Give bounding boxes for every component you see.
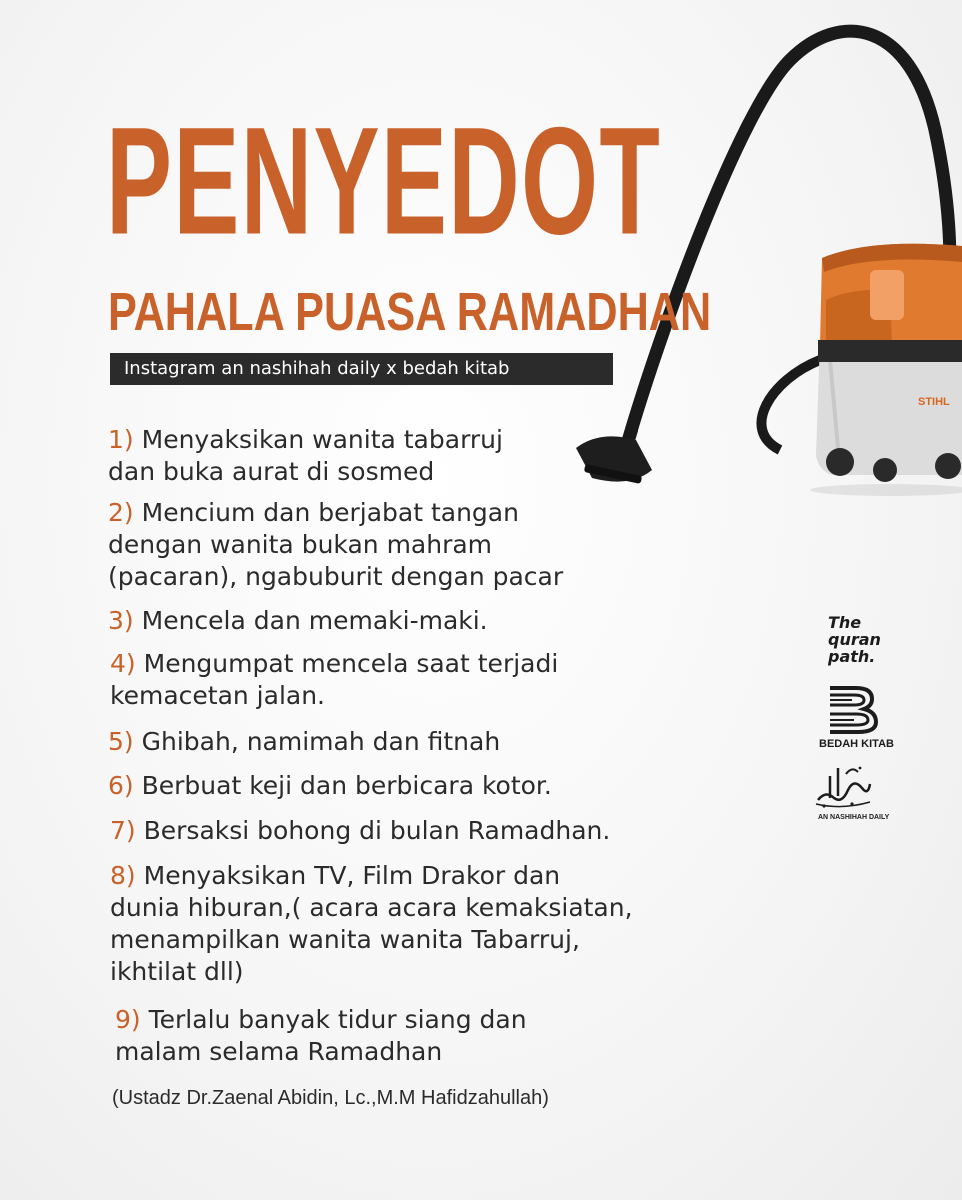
list-text: dengan wanita bukan mahram [108,530,493,559]
list-number: 8) [110,861,136,890]
list-number: 3) [108,606,134,635]
list-number: 5) [108,727,134,756]
list-number: 1) [108,425,134,454]
list-text: Berbuat keji dan berbicara kotor. [141,771,552,800]
list-number: 7) [110,816,136,845]
an-nashihah-calligraphy-icon [812,760,874,812]
page-subtitle: PAHALA PUASA RAMADHAN [108,282,712,342]
list-text: ikhtilat dll) [110,957,244,986]
source-citation: (Ustadz Dr.Zaenal Abidin, Lc.,M.M Hafidzahullah) [112,1087,549,1109]
list-item [108,605,488,637]
list-item [108,424,503,488]
bedah-kitab-label: BEDAH KITAB [819,738,894,750]
list-number: 9) [115,1005,141,1034]
list-number: 6) [108,771,134,800]
page-title: PENYEDOT [106,94,662,267]
list-text: (pacaran), ngabuburit dengan pacar [108,562,564,591]
list-item [108,770,552,802]
list-number: 2) [108,498,134,527]
list-text: Menyaksikan wanita tabarruj [141,425,503,454]
vacuum-brand-label: STIHL [918,396,950,408]
list-item [110,648,558,712]
list-item [110,815,610,847]
list-text: malam selama Ramadhan [115,1037,443,1066]
list-text: kemacetan jalan. [110,681,326,710]
list-text: Ghibah, namimah dan fitnah [141,727,501,756]
tagline-banner: Instagram an nashihah daily x bedah kitab [110,353,613,385]
bedah-kitab-logo-icon [826,684,884,736]
list-item [115,1004,527,1068]
list-item [108,497,563,593]
list-text: menampilkan wanita wanita Tabarruj, [110,925,580,954]
list-text: Mencela dan memaki-maki. [141,606,488,635]
list-item [108,726,500,758]
quran-path-logo-line: The [828,613,862,632]
quran-path-logo-line: quran [828,630,881,649]
quran-path-logo-line: path. [828,647,876,666]
list-text: Bersaksi bohong di bulan Ramadhan. [143,816,611,845]
list-number: 4) [110,649,136,678]
list-text: Menyaksikan TV, Film Drakor dan [143,861,561,890]
list-item [110,860,633,988]
an-nashihah-label: AN NASHIHAH DAILY [818,814,890,821]
list-text: Mencium dan berjabat tangan [141,498,519,527]
list-text: Terlalu banyak tidur siang dan [148,1005,527,1034]
list-text: dunia hiburan,( acara acara kemaksiatan, [110,893,633,922]
list-text: dan buka aurat di sosmed [108,457,435,486]
quran-path-logo [828,614,881,665]
list-text: Mengumpat mencela saat terjadi [143,649,559,678]
